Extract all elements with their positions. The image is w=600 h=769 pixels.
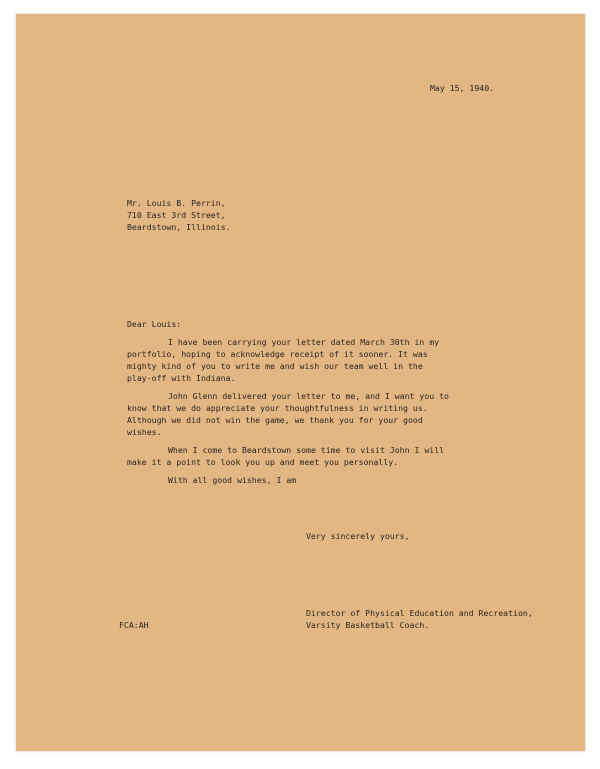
typist-initials: FCA:AH [119, 620, 149, 630]
letter-sheet [16, 14, 585, 751]
body-line: know that we do appreciate your thoughtfulness in writing us. [127, 403, 428, 413]
recipient-city: Beardstown, Illinois. [127, 222, 231, 232]
body-line: wishes. [127, 427, 162, 437]
body-line: When I come to Beardstown some time to visit John I will [168, 445, 445, 455]
signature-title-line-1: Director of Physical Education and Recreation, [306, 608, 533, 618]
body-line: Although we did not win the game, we thank you for your good [127, 415, 423, 425]
salutation: Dear Louis: [127, 319, 182, 329]
body-line: With all good wishes, I am [168, 475, 297, 485]
body-line: portfolio, hoping to acknowledge receipt of it sooner. It was [127, 349, 428, 359]
recipient-name: Mr. Louis B. Perrin, [127, 198, 226, 208]
body-line: make it a point to look you up and meet you personally. [127, 457, 399, 467]
body-line: play-off with Indiana. [127, 373, 236, 383]
body-line: mighty kind of you to write me and wish our team well in the [127, 361, 423, 371]
body-line: John Glenn delivered your letter to me, and I want you to [168, 391, 449, 401]
signature-title-line-2: Varsity Basketball Coach. [306, 620, 430, 630]
body-line: I have been carrying your letter dated March 30th in my [168, 337, 440, 347]
complimentary-close: Very sincerely yours, [306, 531, 410, 541]
recipient-street: 710 East 3rd Street, [127, 210, 226, 220]
letter-date: May 15, 1940. [430, 83, 495, 93]
